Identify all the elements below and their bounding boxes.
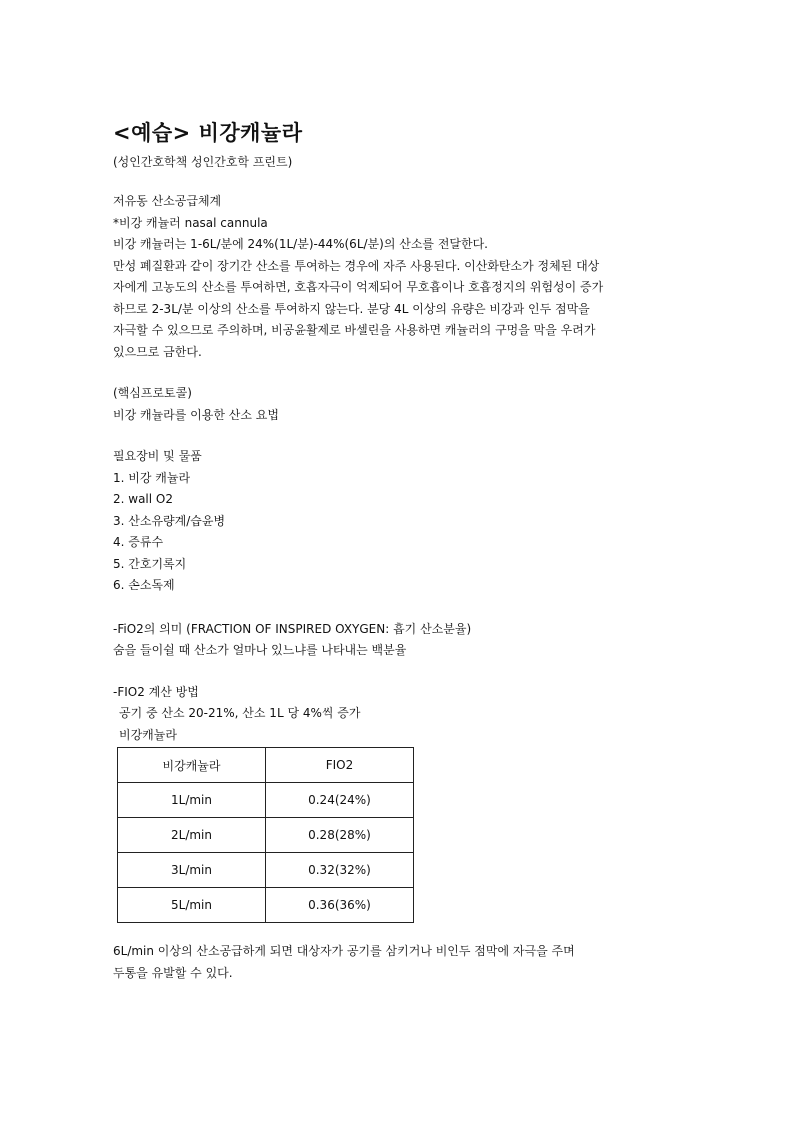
list-item: 1. 비강 캐뉼라 [113, 470, 191, 485]
table-header-cell: 비강캐뉼라 [118, 748, 266, 783]
protocol-title: 비강 캐뉼라를 이용한 산소 요법 [113, 407, 279, 422]
table-cell: 1L/min [118, 783, 266, 818]
section-heading-protocol: (핵심프로토콜) [113, 386, 192, 400]
table-row [118, 853, 414, 888]
table-cell: 3L/min [118, 853, 266, 888]
paragraph-line: 하므로 2-3L/분 이상의 산소를 투여하지 않는다. 분당 4L 이상의 유량은 비강과 인두 점막을 [113, 301, 590, 316]
table-caption: 비강캐뉼라 [119, 727, 177, 742]
fio2-calc-rule: 공기 중 산소 20-21%, 산소 1L 당 4%씩 증가 [119, 706, 361, 720]
table-header-cell: FIO2 [266, 748, 414, 783]
nasal-cannula-summary: 비강 캐뉼러는 1-6L/분에 24%(1L/분)-44%(6L/분)의 산소를 전달한다. [113, 237, 488, 251]
table-header-row [118, 748, 414, 783]
closing-line: 두통을 유발할 수 있다. [113, 965, 233, 980]
fio2-definition: 숨을 들이쉴 때 산소가 얼마나 있느냐를 나타내는 백분율 [113, 643, 407, 657]
list-item: 2. wall O2 [113, 492, 173, 506]
table-cell: 0.28(28%) [266, 818, 414, 853]
list-item: 5. 간호기록지 [113, 556, 187, 571]
nasal-cannula-item: *비강 캐뉼러 nasal cannula [113, 215, 268, 230]
closing-line: 6L/min 이상의 산소공급하게 되면 대상자가 공기를 삼키거나 비인두 점막에 자극을 주며 [113, 944, 575, 958]
section-heading-fio2-calc: -FIO2 계산 방법 [113, 684, 199, 699]
table-row [118, 818, 414, 853]
table-cell: 5L/min [118, 888, 266, 923]
paragraph-line: 있으므로 금한다. [113, 344, 202, 359]
list-item: 6. 손소독제 [113, 578, 175, 592]
table-cell: 0.36(36%) [266, 888, 414, 923]
list-item: 3. 산소유량계/습윤병 [113, 513, 226, 528]
list-item: 4. 증류수 [113, 535, 164, 549]
table-row [118, 783, 414, 818]
paragraph-line: 자극할 수 있으므로 주의하며, 비공윤활제로 바셀린을 사용하면 캐뉼러의 구멍을 막을 우려가 [113, 323, 596, 337]
table-cell: 0.32(32%) [266, 853, 414, 888]
paragraph-line: 만성 폐질환과 같이 장기간 산소를 투여하는 경우에 자주 사용된다. 이산화탄소가 정체된 대상 [113, 258, 600, 273]
table-row [118, 888, 414, 923]
section-heading-fio2-meaning: -FiO2의 의미 (FRACTION OF INSPIRED OXYGEN: 흡기 산소분율) [113, 621, 472, 636]
section-heading-low-flow: 저유동 산소공급체계 [113, 194, 222, 208]
document-page [113, 118, 703, 984]
section-heading-equipment: 필요장비 및 물품 [113, 449, 202, 463]
page-title: <예습> 비강캐뉼라 [113, 121, 303, 145]
table-cell: 0.24(24%) [266, 783, 414, 818]
source-note: (성인간호학책 성인간호학 프린트) [113, 155, 293, 169]
paragraph-line: 자에게 고농도의 산소를 투여하면, 호흡자극이 억제되어 무호흡이나 호흡정지의 위험성이 증가 [113, 280, 604, 294]
fio2-table [117, 747, 414, 923]
table-cell: 2L/min [118, 818, 266, 853]
